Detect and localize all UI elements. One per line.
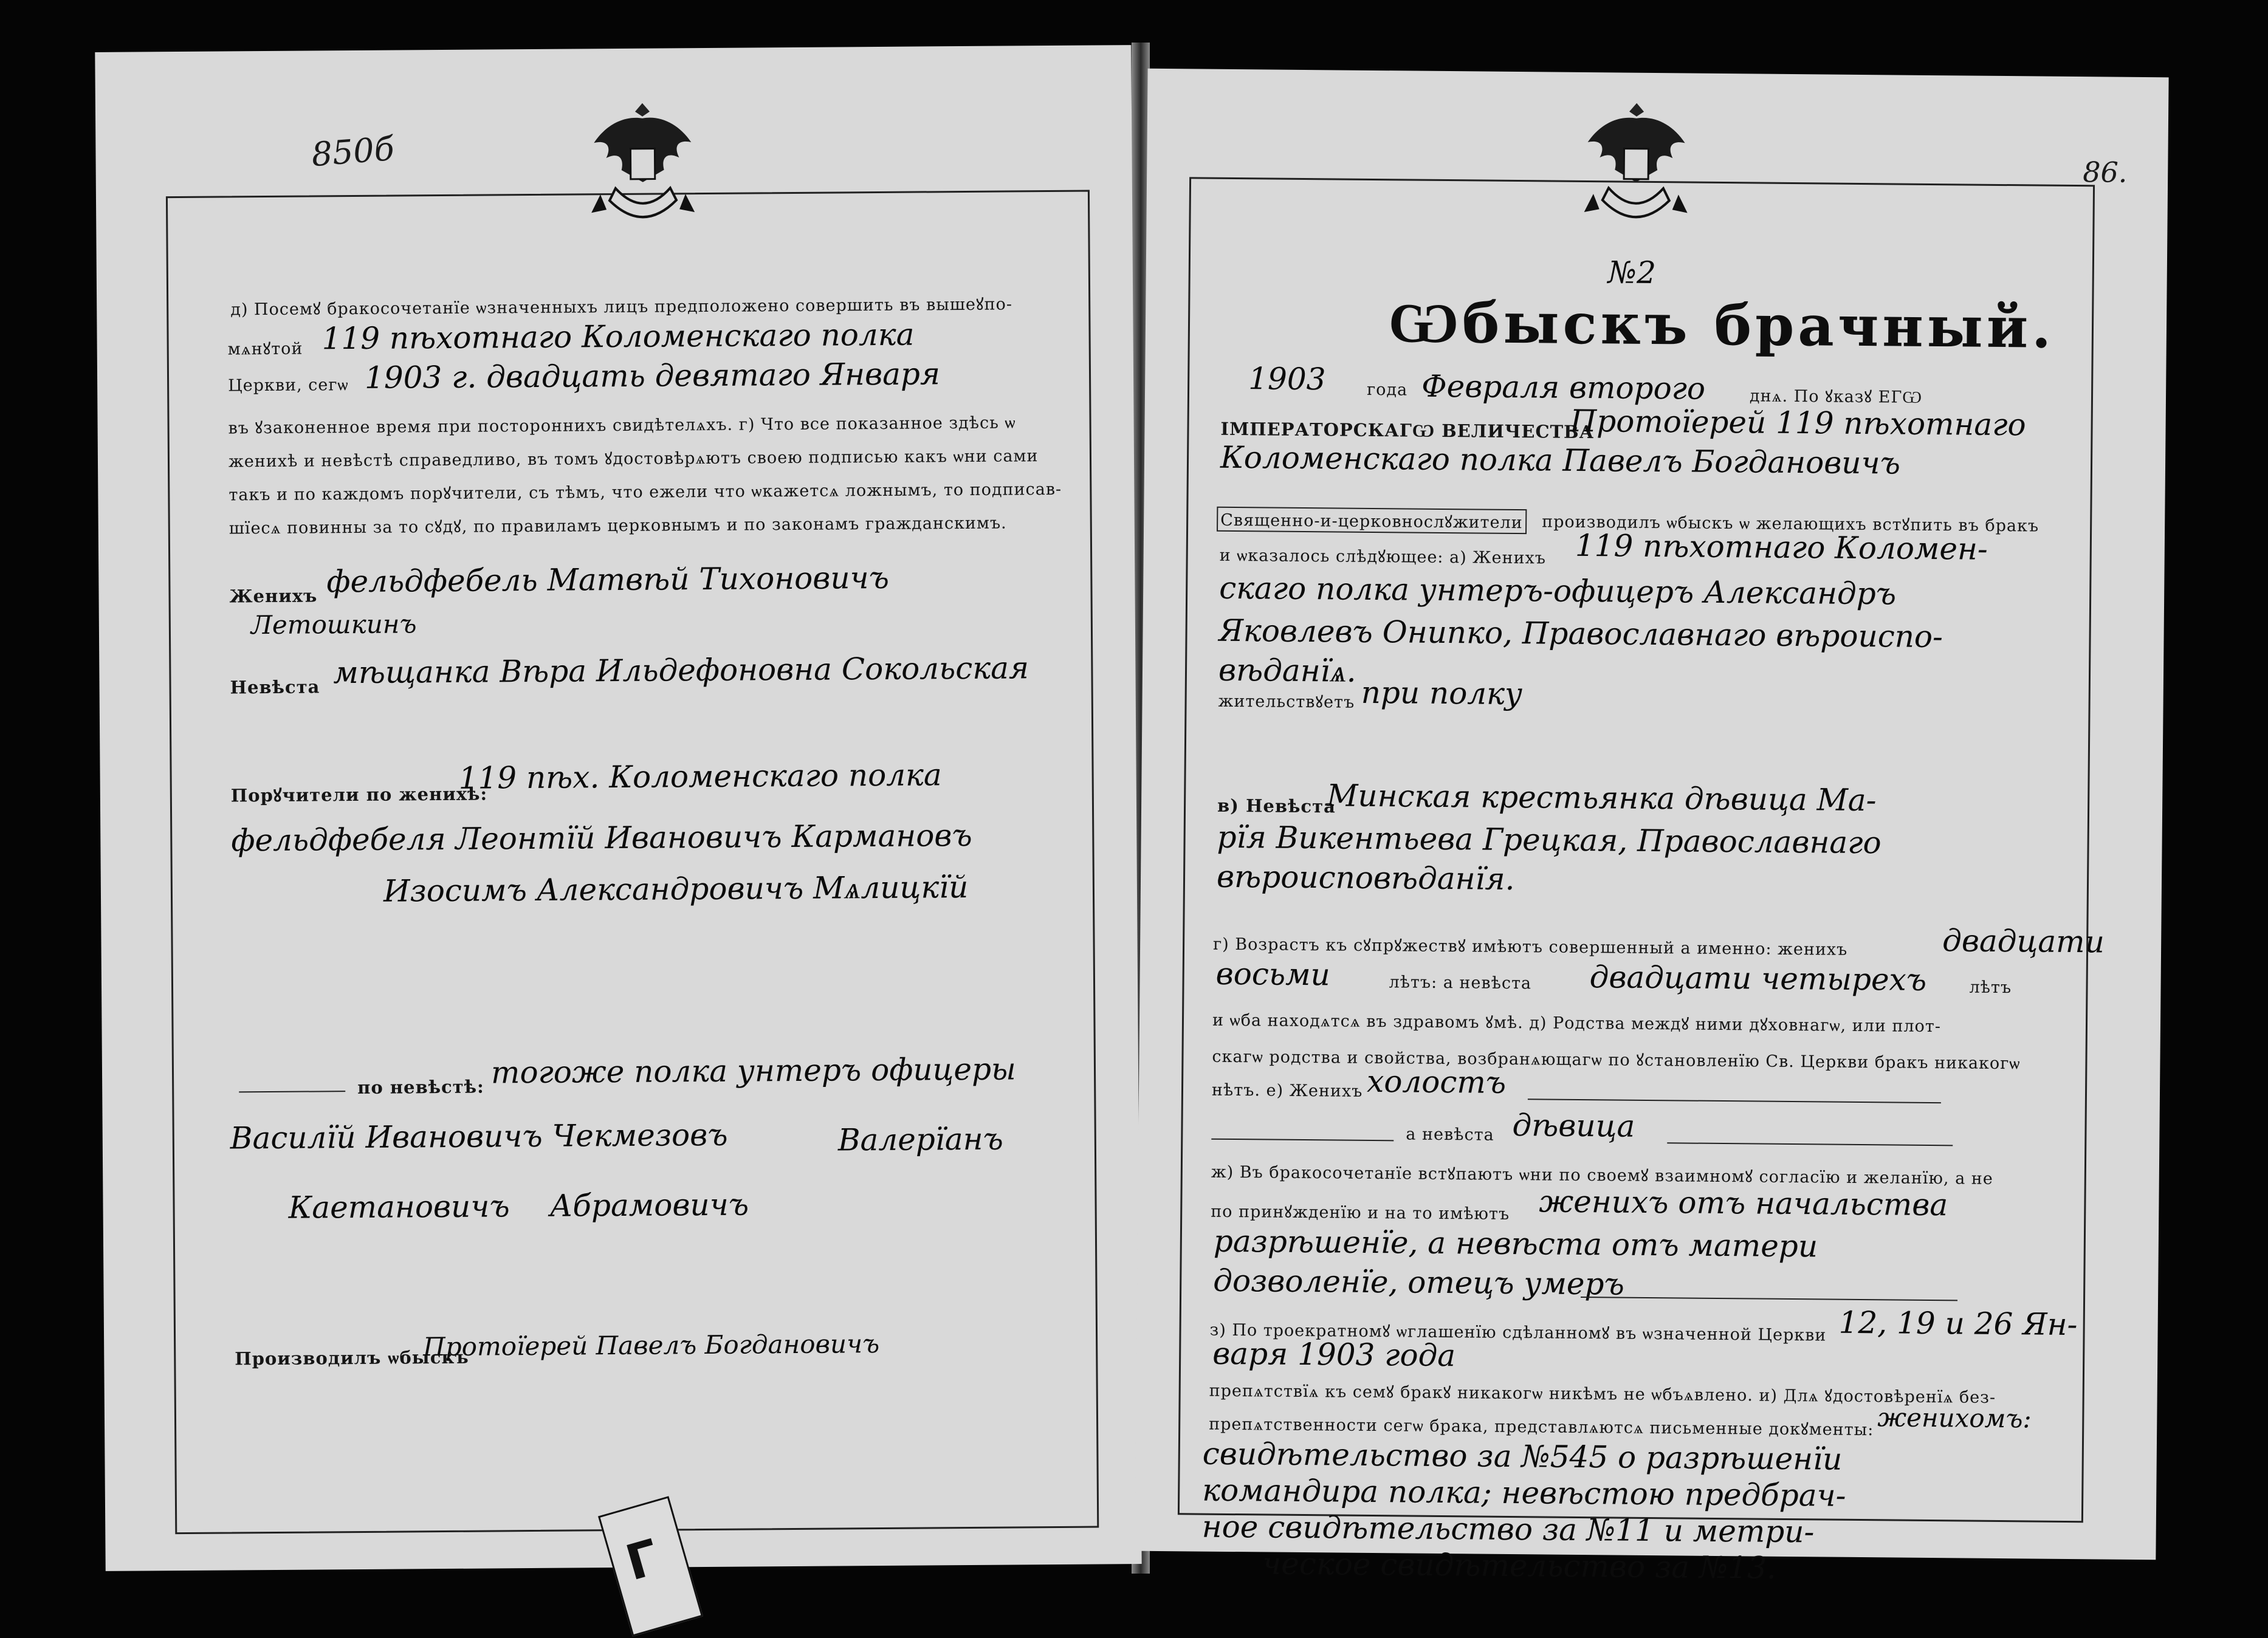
tab-letter: Г bbox=[619, 1529, 665, 1592]
residence-label: жительствꙋетъ bbox=[1218, 691, 1355, 712]
found-label: и ѡказалось слѣдꙋющее: а) Женихъ bbox=[1219, 546, 1547, 568]
banns-line1: з) По троекратномꙋ ѡглашенїю сдѣланномꙋ въ ѡзначенной Церкви bbox=[1209, 1320, 1827, 1345]
bride-status-label: а невѣста bbox=[1406, 1125, 1494, 1145]
groom-age-part2: восьми bbox=[1215, 956, 1331, 993]
consent-line1: ж) Въ бракосочетанїе встꙋпаютъ ѡни по своемꙋ взаимномꙋ согласїю и желанїю, а не bbox=[1211, 1162, 1993, 1188]
bride-status: дѣвица bbox=[1512, 1108, 1635, 1144]
sureties-bride-line3a: Каетановичъ bbox=[288, 1188, 510, 1225]
age-years-label: лѣтъ bbox=[1969, 978, 2012, 998]
day-label: днѧ. По ꙋказꙋ ЕГѠ bbox=[1749, 386, 1923, 407]
consent-hw1: женихъ отъ начальства bbox=[1539, 1184, 1948, 1223]
marital-status-label: нѣтъ. е) Женихъ bbox=[1211, 1080, 1363, 1101]
church-name: 119 пѣхотнаго Коломенскаго полка bbox=[321, 317, 915, 357]
banns-year: варя 1903 года bbox=[1212, 1335, 1456, 1374]
documents-hw1: женихомъ: bbox=[1877, 1402, 2032, 1434]
search-by-label: Производилъ ѡбыскъ bbox=[235, 1346, 469, 1369]
bride-label: в) Невѣста bbox=[1217, 795, 1336, 817]
documents-line: препѧтственности сегѡ брака, представлѧютсѧ письменные докꙋменты: bbox=[1209, 1414, 1874, 1440]
left-page bbox=[95, 45, 1141, 1571]
documents-hw4: ное свидѣтельство за №11 и метри- bbox=[1201, 1509, 1815, 1550]
groom-age-part1: двадцати bbox=[1942, 923, 2105, 960]
groom-name-line1: фельдфебель Матвѣй Тихоновичъ bbox=[326, 560, 890, 600]
bride-label: Невѣста bbox=[230, 676, 320, 698]
produced-text: производилъ ѡбыскъ ѡ желающихъ встꙋпить въ бракъ bbox=[1542, 512, 2039, 536]
wedding-date: 1903 г. двадцать девятаго Января bbox=[364, 356, 941, 396]
consent-line2: по принꙋжденїю и на то имѣютъ bbox=[1211, 1202, 1510, 1224]
sureties-bride-label: по невѣстѣ: bbox=[357, 1076, 484, 1098]
sureties-bride-line2b: Валерїанъ bbox=[837, 1121, 1004, 1158]
sureties-groom-label: Порꙋчители по женихѣ: bbox=[230, 783, 488, 806]
clergy-label: Священно-и-церковнослꙋжители bbox=[1217, 507, 1527, 534]
imperial-eagle-crest bbox=[1562, 91, 1710, 238]
kinship-line2: скагѡ родства и свойства, возбранѧющагѡ по ꙋстановленїю Св. Церкви бракъ никакогѡ bbox=[1212, 1047, 2021, 1074]
bride-name: мѣщанка Вѣра Ильдефоновна Сокольская bbox=[333, 650, 1029, 691]
sureties-bride-line1: тогоже полка унтеръ офицеры bbox=[490, 1051, 1016, 1091]
sureties-groom-line1: 119 пѣх. Коломенскаго полка bbox=[458, 757, 942, 796]
consent-hw3: дозволенїе, отецъ умеръ bbox=[1213, 1263, 1625, 1302]
section-d-line6: такъ и по каждомъ порꙋчители, съ тѣмъ, что ежели что ѡкажетсѧ ложнымъ, то подписав- bbox=[229, 479, 1062, 505]
record-number: №2 bbox=[1607, 255, 1657, 291]
section-d-line4: въ ꙋзаконенное время при постороннихъ свидѣтелѧхъ. г) Что все показанное здѣсь ѡ bbox=[228, 413, 1016, 438]
section-d-line3-label: Церкви, сегѡ bbox=[228, 375, 349, 396]
priest-line1: Протоїерей 119 пѣхотнаго bbox=[1570, 403, 2026, 443]
age-line2-label: лѣтъ: а невѣста bbox=[1389, 973, 1532, 993]
record-year: 1903 bbox=[1248, 361, 1326, 397]
banns-dates: 12, 19 и 26 Ян- bbox=[1838, 1304, 2078, 1343]
obstacles-line: препѧтствїѧ къ семꙋ бракꙋ никакогѡ никѣмъ не ѡбъѧвлено. и) Длѧ ꙋдостовѣренїѧ без- bbox=[1209, 1381, 1996, 1407]
section-d-line1: д) Посемꙋ бракосочетанїе ѡзначенныхъ лицъ предположено совершить въ вышеꙋпо- bbox=[230, 295, 1013, 320]
section-d-line2-label: мѧнꙋтой bbox=[227, 339, 303, 359]
section-d-line7: шїесѧ повинны за то сꙋдꙋ, по правиламъ церковнымъ и по законамъ гражданскимъ. bbox=[229, 513, 1007, 538]
priest-line2: Коломенскаго полка Павелъ Богдановичъ bbox=[1220, 439, 1901, 481]
right-page bbox=[1135, 69, 2168, 1586]
groom-status: холостъ bbox=[1366, 1063, 1507, 1100]
majesty-label: ІМПЕРАТОРСКАГѠ ВЕЛИЧЕСТВА bbox=[1220, 418, 1595, 443]
bride-line3: вѣроисповѣданїя. bbox=[1216, 858, 1515, 897]
year-label: года bbox=[1366, 380, 1408, 400]
groom-line4: вѣданїѧ. bbox=[1218, 652, 1356, 689]
groom-name-line2: Летошкинъ bbox=[250, 609, 417, 640]
residence-value: при полку bbox=[1361, 674, 1523, 712]
bride-age: двадцати четырехъ bbox=[1589, 959, 1927, 998]
archive-number: 850б bbox=[310, 129, 396, 174]
kinship-line1: и ѡба находѧтсѧ въ здравомъ ꙋмѣ. д) Родства междꙋ ними дꙋховнагѡ, или плот- bbox=[1212, 1010, 1942, 1037]
record-date: Февраля второго bbox=[1421, 368, 1706, 406]
documents-hw2: свидѣтельство за №545 о разрѣшенїи bbox=[1202, 1436, 1843, 1477]
groom-line2: скаго полка унтеръ-офицеръ Александръ bbox=[1218, 570, 1897, 612]
page-title: Ѡбыскъ брачный. bbox=[1388, 289, 2055, 361]
bride-line2: рїя Викентьева Грецкая, Православнаго bbox=[1217, 819, 1881, 861]
documents-hw3: командира полка; невѣстою предбрач- bbox=[1202, 1472, 1846, 1513]
groom-line3: Яковлевъ Онипко, Православнаго вѣроиспо- bbox=[1218, 612, 1943, 655]
sureties-bride-line3b: Абрамовичъ bbox=[549, 1187, 749, 1224]
bride-line1: Минская крестьянка дѣвица Ма- bbox=[1326, 778, 1877, 818]
consent-hw2: разрѣшенїе, а невѣста отъ матери bbox=[1213, 1223, 1818, 1264]
sureties-groom-line3: Изосимъ Александровичъ Мѧлицкїй bbox=[383, 869, 969, 909]
imperial-eagle-crest bbox=[569, 91, 716, 238]
search-by-priest: Протоїерей Павелъ Богдановичъ bbox=[423, 1329, 880, 1362]
sureties-groom-line2: фельдфебеля Леонтїй Ивановичъ Кармановъ bbox=[231, 817, 972, 858]
section-d-line5: женихѣ и невѣстѣ справедливо, въ томъ ꙋдостовѣрѧютъ своею подписью какъ ѡни сами bbox=[228, 447, 1039, 471]
groom-label: Женихъ bbox=[229, 585, 318, 607]
groom-line1: 119 пѣхотнаго Коломен- bbox=[1575, 527, 1988, 567]
age-line1: г) Возрастъ къ сꙋпрꙋжествꙋ имѣютъ совершенный а именно: женихъ bbox=[1212, 934, 1848, 959]
folio-number: 86. bbox=[2083, 156, 2128, 189]
sureties-bride-line2a: Василїй Ивановичъ Чекмезовъ bbox=[230, 1117, 728, 1156]
documents-hw5: ческое свидѣтельство за №13. bbox=[1262, 1546, 1777, 1586]
